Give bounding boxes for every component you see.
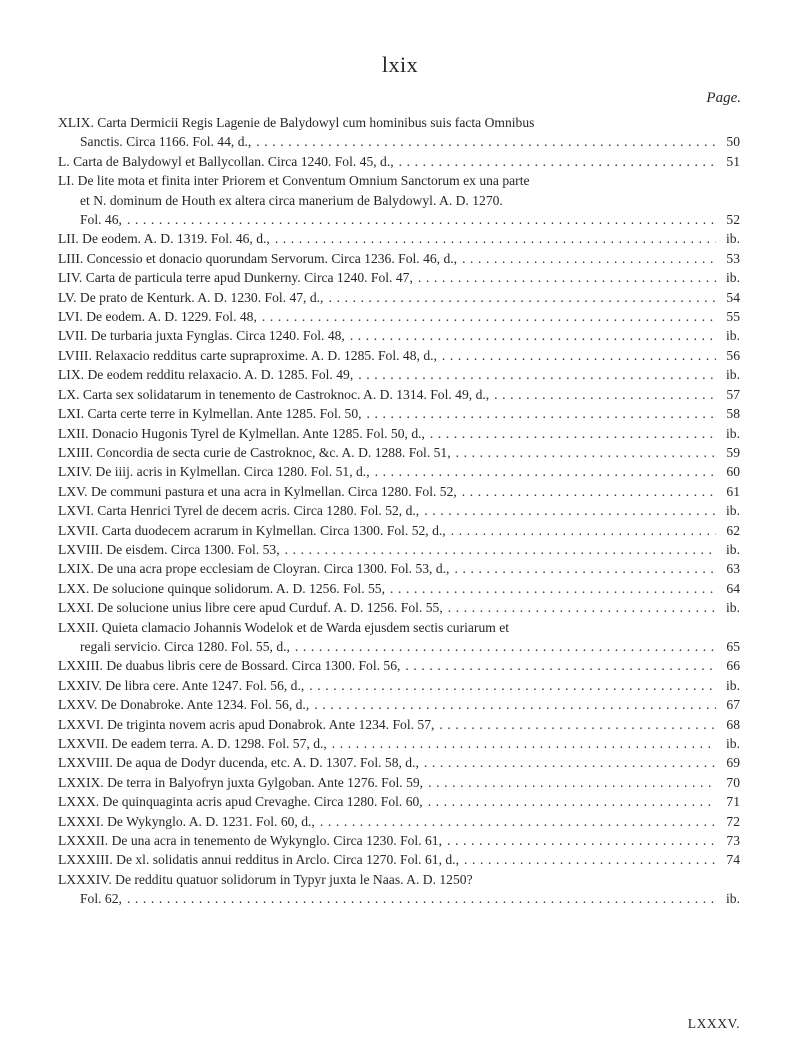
entry-text: XLIX. Carta Dermicii Regis Lagenie de Balydowyl cum hominibus suis facta Omnibus [58, 115, 535, 130]
entry-line [58, 501, 740, 520]
entry-text: LXVI. Carta Henrici Tyrel de decem acris. Circa 1280. Fol. 52, d., [58, 503, 420, 519]
dot-leader [309, 695, 716, 714]
page-number: ib. [726, 677, 740, 693]
entry-text: LIX. De eodem redditu relaxacio. A. D. 1285. Fol. 49, [58, 367, 354, 383]
entry-text: LXXXI. De Wykynglo. A. D. 1231. Fol. 60, d., [58, 813, 315, 829]
entry-text: regali servicio. Circa 1280. Fol. 55, d., [80, 638, 290, 654]
dot-leader [327, 734, 716, 753]
entry-line [58, 618, 740, 637]
entry-text: Sanctis. Circa 1166. Fol. 44, d., [80, 134, 252, 150]
entry-text: LIII. Concessio et donacio quorundam Servorum. Circa 1236. Fol. 46, d., [58, 250, 458, 266]
dot-leader [345, 326, 716, 345]
page-number: ib. [726, 541, 740, 557]
entry-continuation-line [58, 132, 740, 151]
page-number: ib. [726, 328, 740, 344]
entry-line [58, 656, 740, 675]
page-number: ib. [726, 736, 740, 751]
dot-leader [425, 424, 716, 443]
page-number: 70 [726, 774, 740, 790]
entry-text: LXXVIII. De aqua de Dodyr ducenda, etc. A. D. 1307. Fol. 58, d., [58, 755, 419, 771]
entry-line [58, 268, 740, 287]
dot-leader [423, 773, 716, 792]
page-number: 74 [726, 852, 740, 868]
page-number: 68 [726, 716, 740, 732]
entry-line [58, 307, 740, 326]
dot-leader [362, 404, 716, 423]
dot-leader [489, 385, 716, 404]
dot-leader [457, 249, 716, 268]
page-number: 71 [726, 794, 740, 810]
page-number: 72 [726, 813, 740, 829]
page-number: 61 [726, 483, 740, 499]
dot-leader [385, 579, 716, 598]
dot-leader [270, 229, 716, 248]
entry-line [58, 521, 740, 540]
dot-leader [370, 462, 716, 481]
entry-text: LXXV. De Donabroke. Ante 1234. Fol. 56, d., [58, 697, 310, 713]
entry-line [58, 385, 740, 404]
entry-text: LV. De prato de Kenturk. A. D. 1230. Fol. 47, d., [58, 289, 324, 305]
page-number: 54 [726, 289, 740, 305]
entry-text: Fol. 46, [80, 212, 122, 228]
dot-leader [280, 540, 716, 559]
dot-leader [434, 715, 716, 734]
dot-leader [419, 753, 716, 772]
dot-leader [443, 598, 716, 617]
entry-line [58, 404, 740, 423]
entry-line [58, 482, 740, 501]
entry-text: LX. Carta sex solidatarum in tenemento de Castroknoc. A. D. 1314. Fol. 49, d., [58, 386, 490, 402]
entry-line [58, 346, 740, 365]
page-number: 60 [726, 464, 740, 480]
entry-text: LXXI. De solucione unius libre cere apud Curduf. A. D. 1256. Fol. 55, [58, 600, 443, 616]
page-number: 64 [726, 580, 740, 596]
page-column-label: Page. [706, 90, 741, 106]
entry-text: LII. De eodem. A. D. 1319. Fol. 46, d., [58, 231, 270, 247]
dot-leader [122, 210, 716, 229]
entry-line [58, 715, 740, 734]
entry-text: LVI. De eodem. A. D. 1229. Fol. 48, [58, 309, 257, 325]
dot-leader [353, 365, 716, 384]
contents-list [58, 113, 740, 909]
page-number: 65 [726, 638, 740, 654]
entry-line [58, 773, 740, 792]
dot-leader [446, 521, 716, 540]
entry-line [58, 734, 740, 753]
entry-continuation-line [58, 637, 740, 656]
page-number: ib. [726, 231, 740, 247]
entry-text: LXXXIII. De xl. solidatis annui redditus in Arclo. Circa 1270. Fol. 61, d., [58, 852, 459, 868]
entry-text: LXIX. De una acra prope ecclesiam de Cloyran. Circa 1300. Fol. 53, d., [58, 561, 450, 577]
page-number: 63 [726, 561, 740, 577]
page-folio: lxix [381, 52, 419, 77]
entry-line [58, 753, 740, 772]
dot-leader [290, 637, 716, 656]
entry-line [58, 850, 740, 869]
entry-line [58, 326, 740, 345]
entry-line [58, 171, 740, 190]
dot-leader [122, 889, 716, 908]
entry-line [58, 249, 740, 268]
dot-leader [419, 501, 716, 520]
page-number: 50 [726, 134, 740, 150]
dot-leader [257, 307, 716, 326]
page-number: 52 [726, 212, 740, 228]
dot-leader [251, 132, 716, 151]
dot-leader [394, 152, 716, 171]
dot-leader [413, 268, 716, 287]
entry-text: LXXIII. De duabus libris cere de Bossard. Circa 1300. Fol. 56, [58, 658, 401, 674]
dot-leader [449, 559, 716, 578]
entry-text: LXVIII. De eisdem. Circa 1300. Fol. 53, [58, 541, 280, 557]
entry-text: Fol. 62, [80, 891, 122, 907]
catchword: LXXXV. [687, 1016, 740, 1031]
entry-line [58, 870, 740, 889]
entry-text: LXXIX. De terra in Balyofryn juxta Gylgoban. Ante 1276. Fol. 59, [58, 774, 424, 790]
page-number: 55 [726, 309, 740, 325]
entry-continuation-line [58, 889, 740, 908]
page-number: 62 [726, 522, 740, 538]
entry-text: LXII. Donacio Hugonis Tyrel de Kylmellan. Ante 1285. Fol. 50, d., [58, 425, 425, 441]
entry-line [58, 598, 740, 617]
entry-text: LXXIV. De libra cere. Ante 1247. Fol. 56, d., [58, 677, 305, 693]
page-number: ib. [726, 600, 740, 616]
entry-text: LXXVII. De eadem terra. A. D. 1298. Fol. 57, d., [58, 736, 327, 751]
entry-line [58, 792, 740, 811]
entry-line [58, 559, 740, 578]
page-number: ib. [726, 503, 740, 519]
entry-line [58, 695, 740, 714]
dot-leader [457, 482, 716, 501]
entry-line [58, 831, 740, 850]
entry-text: LXXX. De quinquaginta acris apud Crevaghe. Circa 1280. Fol. 60, [58, 794, 423, 810]
page-number: ib. [726, 270, 740, 286]
entry-text: LXXXII. De una acra in tenemento de Wykynglo. Circa 1230. Fol. 61, [58, 833, 442, 849]
entry-line [58, 579, 740, 598]
entry-text: LIV. Carta de particula terre apud Dunkerny. Circa 1240. Fol. 47, [58, 270, 413, 286]
entry-line [58, 443, 740, 462]
page-number: ib. [726, 891, 740, 907]
entry-text: LXIII. Concordia de secta curie de Castroknoc, &c. A. D. 1288. Fol. 51, [58, 444, 451, 460]
entry-text: LVII. De turbaria juxta Fynglas. Circa 1240. Fol. 48, [58, 328, 345, 344]
dot-leader [323, 288, 716, 307]
dot-leader [451, 443, 716, 462]
page-number: 53 [726, 250, 740, 266]
entry-text: LI. De lite mota et finita inter Priorem et Conventum Omnium Sanctorum ex una parte [58, 173, 530, 189]
entry-line [58, 676, 740, 695]
entry-line [58, 152, 740, 171]
entry-text: LXXXIV. De redditu quatuor solidorum in Typyr juxta le Naas. A. D. 1250? [58, 871, 473, 887]
dot-leader [304, 676, 716, 695]
page-number: 59 [726, 444, 740, 460]
page-number: 67 [726, 697, 740, 713]
entry-line [58, 540, 740, 559]
entry-text: LXV. De communi pastura et una acra in Kylmellan. Circa 1280. Fol. 52, [58, 483, 457, 499]
entry-text: LVIII. Relaxacio redditus carte supraproxime. A. D. 1285. Fol. 48, d., [58, 347, 437, 363]
entry-line [58, 288, 740, 307]
dot-leader [459, 850, 716, 869]
page-number: 69 [726, 755, 740, 771]
entry-text: LXI. Carta certe terre in Kylmellan. Ante 1285. Fol. 50, [58, 406, 362, 422]
page-number: 51 [726, 153, 740, 169]
page-number: 73 [726, 833, 740, 849]
entry-line [58, 462, 740, 481]
entry-continuation-line [58, 191, 740, 210]
entry-text: LXXVI. De triginta novem acris apud Donabrok. Ante 1234. Fol. 57, [58, 716, 435, 732]
entry-line [58, 812, 740, 831]
entry-text: LXX. De solucione quinque solidorum. A. D. 1256. Fol. 55, [58, 580, 385, 596]
page-number: 66 [726, 658, 740, 674]
entry-line [58, 229, 740, 248]
dot-leader [442, 831, 716, 850]
page-number: 57 [726, 386, 740, 402]
entry-line [58, 365, 740, 384]
entry-text: LXIV. De iiij. acris in Kylmellan. Circa 1280. Fol. 51, d., [58, 464, 370, 480]
entry-line [58, 113, 740, 132]
entry-text: LXXII. Quieta clamacio Johannis Wodelok et de Warda ejusdem sectis curiarum et [58, 619, 510, 635]
dot-leader [437, 346, 716, 365]
entry-text: LXVII. Carta duodecem acrarum in Kylmellan. Circa 1300. Fol. 52, d., [58, 522, 446, 538]
page-number: ib. [726, 425, 740, 441]
dot-leader [423, 792, 716, 811]
page-number: ib. [726, 367, 740, 383]
entry-text: L. Carta de Balydowyl et Ballycollan. Circa 1240. Fol. 45, d., [58, 153, 394, 169]
page-number: 56 [726, 347, 740, 363]
dot-leader [315, 812, 716, 831]
entry-text: et N. dominum de Houth ex altera circa manerium de Balydowyl. A. D. 1270. [80, 192, 503, 208]
entry-line [58, 424, 740, 443]
page-number: 58 [726, 406, 740, 422]
entry-continuation-line [58, 210, 740, 229]
dot-leader [400, 656, 716, 675]
